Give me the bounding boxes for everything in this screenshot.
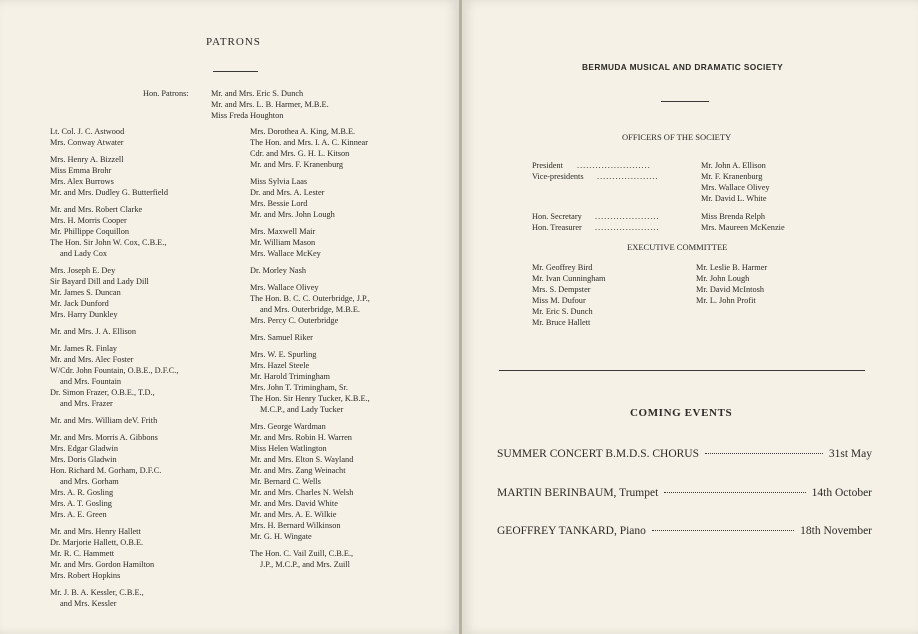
- patron-name: Mrs. W. E. Spurling: [250, 350, 317, 359]
- leader-dots: ........................: [577, 161, 651, 170]
- patron-name: Mrs. Robert Hopkins: [50, 571, 121, 580]
- committee-member: Mr. Leslie B. Harmer: [696, 263, 768, 272]
- patron-name: Mr. and Mrs. John Lough: [250, 210, 335, 219]
- patron-group: [50, 526, 178, 581]
- patron-name: Mr. and Mrs. Robert Clarke: [50, 205, 143, 214]
- patron-group: [250, 265, 370, 276]
- patron-group: [50, 126, 178, 148]
- patron-group: [50, 587, 178, 609]
- patron-name: Lt. Col. J. C. Astwood: [50, 127, 125, 136]
- patron-name: Mr. and Mrs. Alec Foster: [50, 355, 134, 364]
- hon-patron: Miss Freda Houghton: [211, 111, 284, 120]
- event-row: [497, 486, 872, 500]
- patron-name: Mrs. Harry Dunkley: [50, 310, 118, 319]
- patron-name: Miss Emma Brohr: [50, 166, 112, 175]
- patron-name: Mr. and Mrs. Elton S. Wayland: [250, 455, 354, 464]
- event-row: [497, 524, 872, 538]
- patron-name: Mrs. Dorothea A. King, M.B.E.: [250, 127, 356, 136]
- patron-name: Mrs. H. Bernard Wilkinson: [250, 521, 341, 530]
- events-title: COMING EVENTS: [630, 407, 733, 419]
- patron-name: and Mrs. Gorham: [60, 477, 119, 486]
- title-rule: [213, 71, 258, 72]
- patron-name: and Mrs. Kessler: [60, 599, 117, 608]
- patron-name: Mrs. George Wardman: [250, 422, 326, 431]
- patron-group: [250, 349, 370, 415]
- event-name: MARTIN BERINBAUM, Trumpet: [497, 487, 659, 499]
- patron-name: and Lady Cox: [60, 249, 108, 258]
- patron-name: Mr. R. C. Hammett: [50, 549, 115, 558]
- patron-name: Mrs. Alex Burrows: [50, 177, 114, 186]
- executive-column-2: [696, 262, 767, 306]
- patron-group: [50, 204, 178, 259]
- patrons-column-2: [250, 126, 370, 576]
- patron-name: Mr. Bernard C. Wells: [250, 477, 321, 486]
- patrons-column-1: [50, 126, 178, 615]
- patron-name: Mr. and Mrs. Dudley G. Butterfield: [50, 188, 168, 197]
- officer-name: Mr. F. Kranenburg: [701, 172, 763, 181]
- patron-name: Mrs. Henry A. Bizzell: [50, 155, 124, 164]
- patron-name: Mrs. Samuel Riker: [250, 333, 313, 342]
- patron-name: Mrs. Wallace McKey: [250, 249, 321, 258]
- patron-group: [50, 326, 178, 337]
- committee-member: Miss M. Dufour: [532, 296, 586, 305]
- patron-name: Cdr. and Mrs. G. H. L. Kitson: [250, 149, 350, 158]
- patron-name: Mr. and Mrs. Zang Weinacht: [250, 466, 346, 475]
- patron-name: Dr. Morley Nash: [250, 266, 306, 275]
- patron-name: Mrs. Conway Atwater: [50, 138, 124, 147]
- patron-name: The Hon. and Mrs. I. A. C. Kinnear: [250, 138, 368, 147]
- patron-name: Mrs. Bessie Lord: [250, 199, 308, 208]
- officers-title: OFFICERS OF THE SOCIETY: [622, 132, 732, 142]
- event-name: GEOFFREY TANKARD, Piano: [497, 525, 646, 537]
- patron-name: Dr. Marjorie Hallett, O.B.E.: [50, 538, 144, 547]
- leader-dots: ....................: [597, 172, 659, 181]
- patron-group: [250, 332, 370, 343]
- patron-name: Mr. and Mrs. A. E. Wilkie: [250, 510, 337, 519]
- officer-name: Mr. David L. White: [701, 194, 767, 203]
- patron-name: Mrs. Doris Gladwin: [50, 455, 117, 464]
- patron-name: Mrs. Wallace Olivey: [250, 283, 319, 292]
- leader-dots: [705, 453, 823, 454]
- patron-name: Mr. G. H. Wingate: [250, 532, 312, 541]
- patron-name: Miss Sylvia Laas: [250, 177, 308, 186]
- patron-name: Mrs. Hazel Steele: [250, 361, 310, 370]
- patron-name: Mr. William Mason: [250, 238, 316, 247]
- event-date: 14th October: [811, 487, 872, 499]
- patron-name: The Hon. Sir John W. Cox, C.B.E.,: [50, 238, 167, 247]
- patron-name: and Mrs. Outerbridge, M.B.E.: [260, 305, 361, 314]
- officer-name: Mrs. Maureen McKenzie: [701, 223, 785, 232]
- patron-group: [50, 432, 178, 520]
- society-rule: [661, 101, 709, 102]
- patron-group: [50, 415, 178, 426]
- patron-group: [250, 548, 370, 570]
- patron-name: Mr. and Mrs. Charles N. Welsh: [250, 488, 354, 497]
- officer-role: Hon. Treasurer: [532, 223, 582, 232]
- event-date: 18th November: [800, 525, 872, 537]
- hon-patrons-label: Hon. Patrons:: [143, 89, 189, 98]
- committee-member: Mrs. S. Dempster: [532, 285, 591, 294]
- patron-name: Mr. James S. Duncan: [50, 288, 121, 297]
- patron-name: Mrs. H. Morris Cooper: [50, 216, 127, 225]
- section-rule: [499, 370, 865, 371]
- leader-dots: [652, 530, 794, 531]
- patron-group: [50, 343, 178, 409]
- patron-name: J.P., M.C.P., and Mrs. Zuill: [260, 560, 350, 569]
- committee-member: Mr. Bruce Hallett: [532, 318, 591, 327]
- leader-dots: .....................: [595, 223, 660, 232]
- patron-name: The Hon. C. Vail Zuill, C.B.E.,: [250, 549, 354, 558]
- patron-name: The Hon. B. C. C. Outerbridge, J.P.,: [250, 294, 370, 303]
- patron-name: Mr. J. B. A. Kessler, C.B.E.,: [50, 588, 144, 597]
- patron-name: Mrs. A. E. Green: [50, 510, 107, 519]
- patron-name: Dr. and Mrs. A. Lester: [250, 188, 325, 197]
- patron-group: [50, 154, 178, 198]
- committee-member: Mr. Eric S. Dunch: [532, 307, 593, 316]
- patron-name: Mr. and Mrs. Morris A. Gibbons: [50, 433, 158, 442]
- executive-title: EXECUTIVE COMMITTEE: [627, 242, 728, 252]
- committee-member: Mr. David McIntosh: [696, 285, 764, 294]
- patron-name: Mr. James R. Finlay: [50, 344, 118, 353]
- patron-name: Mrs. Edgar Gladwin: [50, 444, 118, 453]
- patron-name: Mr. and Mrs. Gordon Hamilton: [50, 560, 155, 569]
- committee-member: Mr. Ivan Cunningham: [532, 274, 606, 283]
- committee-member: Mr. Geoffrey Bird: [532, 263, 593, 272]
- executive-column-1: [532, 262, 606, 328]
- officer-name: Mrs. Wallace Olivey: [701, 183, 770, 192]
- committee-member: Mr. L. John Profit: [696, 296, 756, 305]
- officer-role: Hon. Secretary: [532, 212, 582, 221]
- patron-name: Mrs. Maxwell Mair: [250, 227, 316, 236]
- patron-group: [250, 282, 370, 326]
- patron-name: Mrs. Percy C. Outerbridge: [250, 316, 339, 325]
- patron-name: Miss Helen Watlington: [250, 444, 327, 453]
- patrons-title: PATRONS: [206, 36, 261, 48]
- patron-name: and Mrs. Fountain: [60, 377, 122, 386]
- patron-name: Mr. and Mrs. David White: [250, 499, 338, 508]
- patron-group: [250, 421, 370, 542]
- hon-patrons-list: [211, 88, 329, 121]
- society-page: [462, 0, 918, 634]
- patron-group: [250, 176, 370, 220]
- officer-name: Mr. John A. Ellison: [701, 161, 766, 170]
- officer-role: President: [532, 161, 563, 170]
- patron-group: [50, 265, 178, 320]
- patron-name: Mr. and Mrs. J. A. Ellison: [50, 327, 136, 336]
- patron-name: Dr. Simon Frazer, O.B.E., T.D.,: [50, 388, 155, 397]
- patron-name: Mr. Jack Dunford: [50, 299, 109, 308]
- patron-name: Mr. and Mrs. Henry Hallett: [50, 527, 141, 536]
- patron-name: M.C.P., and Lady Tucker: [260, 405, 344, 414]
- committee-member: Mr. John Lough: [696, 274, 750, 283]
- hon-patron: Mr. and Mrs. L. B. Harmer, M.B.E.: [211, 100, 329, 109]
- event-date: 31st May: [828, 448, 872, 460]
- patron-name: Mr. and Mrs. William deV. Frith: [50, 416, 158, 425]
- patron-name: W/Cdr. John Fountain, O.B.E., D.F.C.,: [50, 366, 179, 375]
- leader-dots: .....................: [595, 212, 660, 221]
- society-name: BERMUDA MUSICAL AND DRAMATIC SOCIETY: [582, 62, 784, 72]
- patron-name: Mrs. A. T. Gosling: [50, 499, 112, 508]
- patron-name: Mr. Harold Trimingham: [250, 372, 330, 381]
- officer-name: Miss Brenda Relph: [701, 212, 766, 221]
- leader-dots: [664, 492, 805, 493]
- event-row: [497, 447, 872, 461]
- patron-group: [250, 126, 370, 170]
- patron-name: Mr. and Mrs. F. Kranenburg: [250, 160, 343, 169]
- patron-name: Mr. and Mrs. Robin H. Warren: [250, 433, 352, 442]
- patron-name: Mrs. John T. Trimingham, Sr.: [250, 383, 348, 392]
- patron-name: and Mrs. Frazer: [60, 399, 113, 408]
- patron-name: Sir Bayard Dill and Lady Dill: [50, 277, 149, 286]
- event-name: SUMMER CONCERT B.M.D.S. CHORUS: [497, 448, 699, 460]
- hon-patron: Mr. and Mrs. Eric S. Dunch: [211, 89, 304, 98]
- patron-group: [250, 226, 370, 259]
- patron-name: Mrs. A. R. Gosling: [50, 488, 114, 497]
- patron-name: Mrs. Joseph E. Dey: [50, 266, 116, 275]
- patron-name: Mr. Phillippe Coquillon: [50, 227, 130, 236]
- patron-name: Hon. Richard M. Gorham, D.F.C.: [50, 466, 162, 475]
- officer-role: Vice-presidents: [532, 172, 584, 181]
- patron-name: The Hon. Sir Henry Tucker, K.B.E.,: [250, 394, 370, 403]
